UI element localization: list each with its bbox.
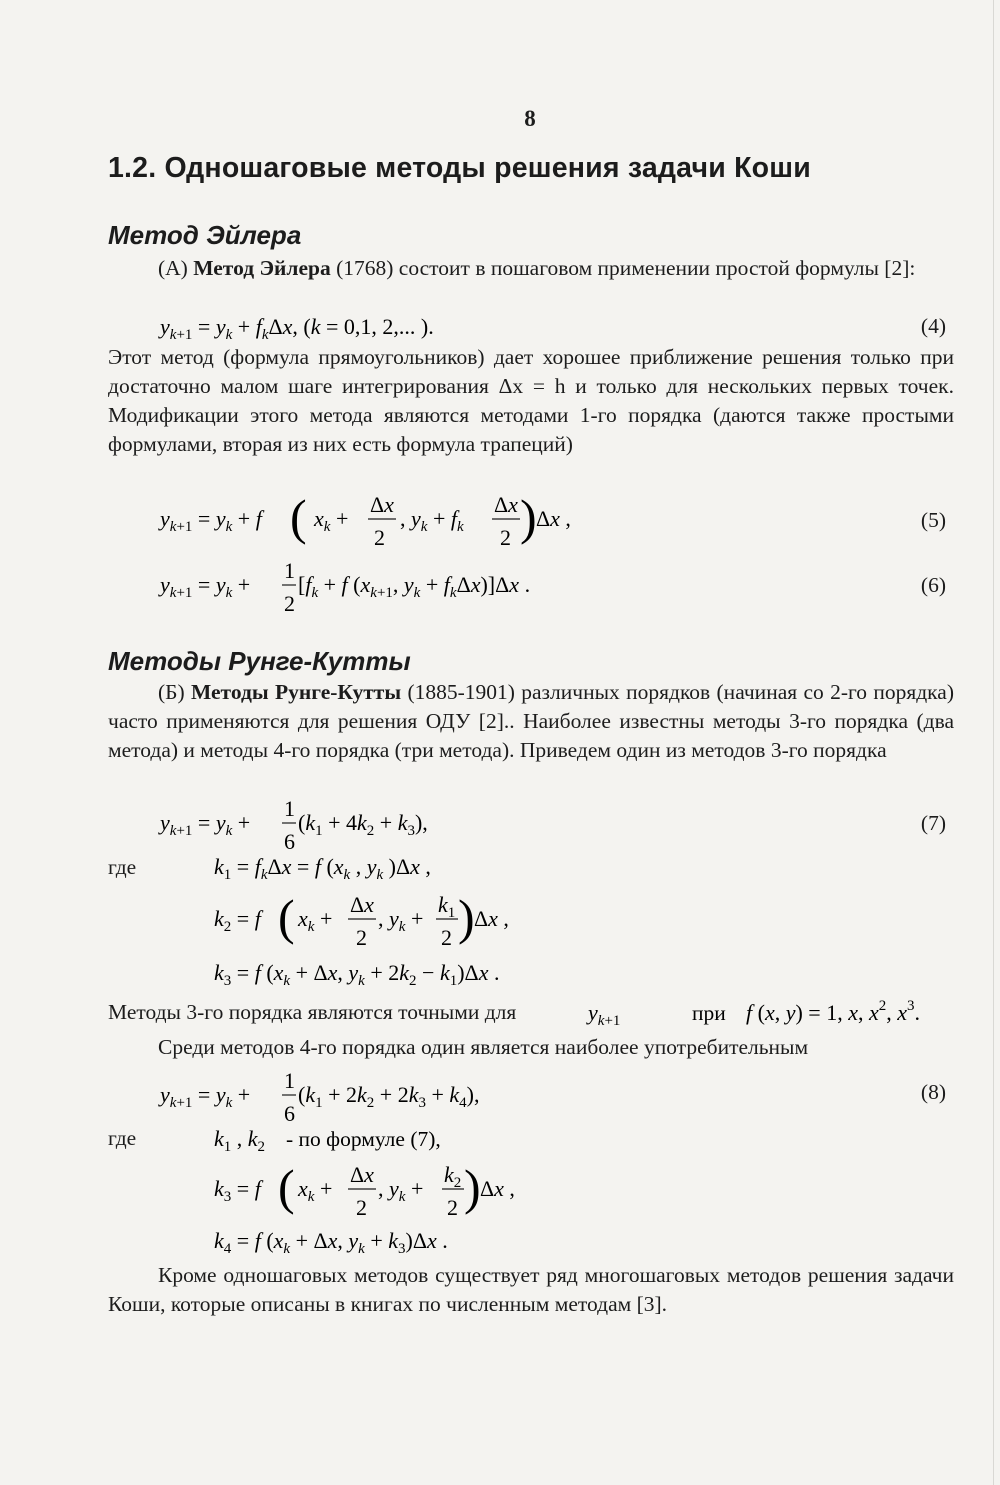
svg-text:k2 = f: $k_2 = f$ [214, 906, 261, 935]
runge-intro: (Б) Методы Рунге-Кутты (1885-1901) различных порядков (начиная со 2-го порядка) часто применяются для решения ОДУ [2].. Наиболее известны методы 3-го порядка (два метода) и методы 4-го порядка (три метода). Приведем один из методов 3-го порядка [108, 680, 954, 762]
svg-text:): ) [464, 1159, 481, 1215]
equation-k2 [200, 888, 600, 952]
svg-text:Δx: Δx [350, 892, 374, 917]
svg-text:xk +: $x_k$ + [314, 506, 349, 535]
page-number: 8 [524, 106, 536, 131]
svg-text:(: ( [290, 489, 307, 545]
equation-6 [150, 554, 630, 618]
equation-8 [150, 1064, 570, 1128]
svg-text:1: 1 [284, 558, 295, 583]
svg-text:): ) [520, 489, 537, 545]
equation-8-number: (8) [920, 1080, 946, 1104]
equation-k3 [200, 954, 600, 990]
where-label-1: где [108, 855, 137, 879]
svg-text:1: 1 [284, 1068, 295, 1093]
equation-7 [150, 792, 550, 856]
svg-text:yk+1 = yk +: $y_k+1 = y_k$ + [160, 572, 251, 601]
equation-5 [150, 490, 630, 554]
svg-text:6: 6 [284, 829, 295, 854]
svg-text:k2: $k_2$ [444, 1162, 462, 1191]
svg-text:2: 2 [500, 525, 511, 550]
equation-exact [578, 994, 921, 1030]
scan-edge-line [993, 0, 994, 1485]
equation-k3-rk4 [200, 1158, 620, 1222]
svg-text:Δx: Δx [350, 1162, 374, 1187]
euler-body: Этот метод (формула прямоугольников) дает хорошее приближение решения только при достаточно малом шаге интегрирования Δx = h и только для нескольких первых точек. Модификации этого метода являются методами 1-го порядка (даются также простыми формулами, вторая из них есть формула трапеций) [108, 345, 954, 456]
k1k2-ref-text: - по формуле (7), [286, 1127, 441, 1151]
runge-heading: Методы Рунге-Кутты [108, 646, 411, 676]
svg-text:(: ( [278, 889, 295, 945]
exact-line: Методы 3-го порядка являются точными для [108, 1000, 517, 1024]
svg-text:2: 2 [356, 1195, 367, 1220]
section-title: 1.2. Одношаговые методы решения задачи Коши [108, 152, 811, 184]
runge-intro-bold: Методы Рунге-Кутты [191, 680, 402, 704]
svg-text:yk+1 = yk +: $y_k+1 = y_k$ + [160, 810, 251, 839]
euler-heading: Метод Эйлера [108, 220, 302, 250]
svg-text:Δx ,: Δx , [536, 506, 571, 531]
svg-text:2: 2 [441, 925, 452, 950]
svg-text:(k1 + 2k2 + 2k3 + k4),: $(k_1 + 2k_2 + 2k_3 + k_4)$, [298, 1082, 480, 1111]
svg-text:Δx: Δx [370, 492, 394, 517]
svg-text:[fk + f (xk+1, yk + fkΔx)]Δx: [$f_k + f$ ($x_{k+1}$, $y_k + f_k\Delta x)]\Delta x$ . [298, 572, 531, 601]
svg-text:(: ( [278, 1159, 295, 1215]
svg-text:, yk +: , $y_k$ + [378, 1176, 424, 1205]
svg-text:yk+1 = yk +: $y_k+1 = y_k$ + [160, 1082, 251, 1111]
svg-text:1: 1 [284, 796, 295, 821]
equation-k1k2-ref [200, 1120, 620, 1156]
svg-text:2: 2 [374, 525, 385, 550]
svg-text:2: 2 [447, 1195, 458, 1220]
svg-text:yk+1: $y_k+1$ [588, 1000, 621, 1029]
fourth-order-intro: Среди методов 4-го порядка один является наиболее употребительным [158, 1035, 809, 1059]
equation-k4 [200, 1222, 620, 1258]
svg-text:xk +: $x_k$ + [298, 906, 333, 935]
equation-7-number: (7) [920, 811, 946, 835]
where-label-2: где [108, 1126, 137, 1150]
svg-text:Δx ,: Δx , [474, 906, 509, 931]
svg-text:Δx ,: Δx , [480, 1176, 515, 1201]
closing-paragraph: Кроме одношаговых методов существует ряд многошаговых методов решения задачи Коши, которые описаны в книгах по численным методам [3]. [108, 1263, 954, 1316]
svg-text:2: 2 [356, 925, 367, 950]
equation-k1 [200, 848, 600, 884]
euler-intro-bold: Метод Эйлера [193, 256, 331, 280]
svg-text:k1 , k2: $k_1$ , $k_2$ [214, 1126, 266, 1155]
svg-text:): ) [458, 889, 475, 945]
svg-text:k1 = fkΔx = f (xk , yk )Δx ,: $k_1 = f_k\Delta x = f$ ($x_k$ , $y_k$ )Δx , [214, 854, 431, 883]
svg-text:Δx: Δx [494, 492, 518, 517]
exact-pri: при [692, 1001, 726, 1025]
svg-text:, yk + fk: , $y_k + f_k$ [400, 506, 464, 535]
svg-text:2: 2 [284, 591, 295, 616]
svg-text:6: 6 [284, 1101, 295, 1126]
svg-text:(k1 + 4k2 + k3),: $(k_1 + 4k_2 + k_3)$, [298, 810, 428, 839]
svg-text:k3 = f (xk + Δx, yk + 2k2 − k: $k_3 = f$ ($x_k + \Delta x$, $y_k + 2k_2 - k_1)\Delta x$ . [214, 960, 500, 989]
svg-text:yk+1 = yk + f: $y_k+1 = y_k + f$ [160, 506, 262, 535]
equation-5-number: (5) [920, 508, 946, 532]
svg-text:k4 = f (xk + Δx, yk + k3)Δx .: $k_4 = f$ ($x_k + \Delta x$, $y_k + k_3)\Delta x$ . [214, 1228, 448, 1257]
svg-text:yk+1 = yk + fkΔx, (k = 0,: $y_k+1 = y_k + f_k\Delta x$, (k = 0,1, 2,... ). [160, 314, 434, 343]
equation-6-number: (6) [920, 573, 946, 597]
euler-intro: (А) Метод Эйлера (1768) состоит в пошаговом применении простой формулы [2]: [158, 256, 916, 280]
equation-4 [150, 308, 550, 344]
svg-text:, yk +: , $y_k$ + [378, 906, 424, 935]
svg-text:k3 = f: $k_3 = f$ [214, 1176, 261, 1205]
svg-text:f (x, y) = 1, x, x2, x3.: f (x, y) = 1, x, $x^2$, $x^3$. [746, 998, 921, 1025]
svg-text:xk +: $x_k$ + [298, 1176, 333, 1205]
equation-4-number: (4) [920, 314, 946, 338]
svg-text:k1: $k_1$ [438, 892, 456, 921]
